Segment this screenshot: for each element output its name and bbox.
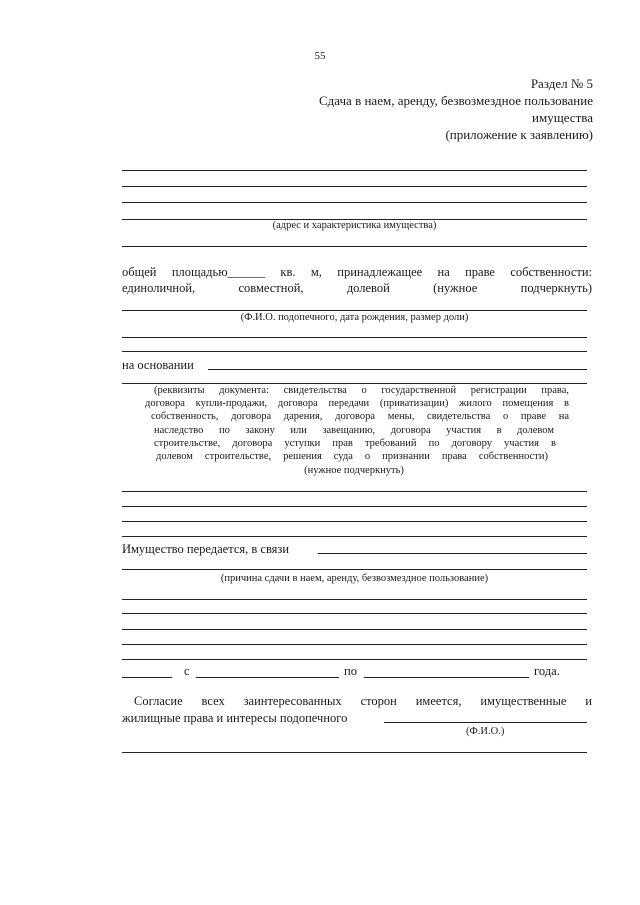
- page-number: 55: [314, 50, 326, 62]
- form-title-line-2: имущества: [532, 110, 593, 125]
- ownership-types: [122, 281, 592, 296]
- transfer-reason-field[interactable]: [318, 553, 587, 554]
- consent-fio-field[interactable]: [384, 722, 587, 723]
- basis-caption-line-5: строительстве, договора уступки прав требований по договору участия в: [154, 438, 556, 449]
- basis-caption-line-4: наследство по закону или завещанию, договора участия в долевом: [154, 425, 554, 436]
- ownership-note-1: (нужное: [433, 281, 478, 295]
- consent-line-2: жилищные права и интересы подопечного: [122, 711, 348, 725]
- basis-caption-line-3: собственность, договора дарения, договора мены, свидетельства о праве на: [151, 411, 569, 422]
- owner-line-2[interactable]: [122, 337, 587, 338]
- ownership-joint[interactable]: совместной,: [238, 281, 304, 295]
- period-prefix-field[interactable]: [122, 677, 172, 678]
- basis-caption-line-1: (реквизиты документа: свидетельства о государственной регистрации права,: [154, 385, 569, 396]
- basis-line-4[interactable]: [122, 506, 587, 507]
- ownership-note-2: подчеркнуть): [520, 281, 592, 295]
- period-to-field[interactable]: [364, 677, 529, 678]
- basis-caption-note: (нужное подчеркнуть): [304, 465, 404, 476]
- address-caption: (адрес и характеристика имущества): [272, 220, 437, 231]
- period-from-label: с: [184, 664, 190, 678]
- transfer-label: Имущество передается, в связи: [122, 542, 290, 556]
- period-to-label: по: [344, 664, 357, 678]
- ownership-shared[interactable]: долевой: [346, 281, 390, 295]
- owner-caption: (Ф.И.О. подопечного, дата рождения, размер доли): [240, 312, 469, 323]
- basis-label: на основании: [122, 358, 194, 372]
- transfer-line-2[interactable]: [122, 569, 587, 570]
- basis-caption-line-2: договора купли-продажи, договора передачи (приватизации) жилого помещения в: [145, 398, 569, 409]
- basis-field[interactable]: [208, 369, 587, 370]
- ownership-sole[interactable]: единоличной,: [122, 281, 196, 295]
- owner-line-3[interactable]: [122, 351, 587, 352]
- form-title-line-3: (приложение к заявлению): [445, 127, 593, 142]
- transfer-line-4[interactable]: [122, 613, 587, 614]
- section-title: Раздел № 5: [530, 76, 593, 91]
- period-from-field[interactable]: [196, 677, 339, 678]
- transfer-caption: (причина сдачи в наем, аренду, безвозмездное пользование): [220, 573, 489, 584]
- area-line: общей площадью______ кв. м, принадлежащее на праве собственности:: [122, 265, 592, 279]
- consent-line-3[interactable]: [122, 752, 587, 753]
- transfer-line-7[interactable]: [122, 659, 587, 660]
- basis-line-5[interactable]: [122, 521, 587, 522]
- basis-caption-line-6: долевом строительстве, решения суда о признании права собственности): [156, 451, 548, 462]
- owner-line[interactable]: [122, 310, 587, 311]
- fio-caption: (Ф.И.О.): [466, 726, 505, 737]
- address-line-5[interactable]: [122, 246, 587, 247]
- transfer-line-6[interactable]: [122, 644, 587, 645]
- period-suffix: года.: [534, 664, 560, 678]
- address-line-1[interactable]: [122, 170, 587, 171]
- address-line-2[interactable]: [122, 186, 587, 187]
- basis-line-2[interactable]: [122, 383, 587, 384]
- transfer-line-5[interactable]: [122, 629, 587, 630]
- basis-line-6[interactable]: [122, 536, 587, 537]
- form-title-line-1: Сдача в наем, аренду, безвозмездное пользование: [318, 93, 593, 108]
- transfer-line-3[interactable]: [122, 599, 587, 600]
- address-line-3[interactable]: [122, 202, 587, 203]
- basis-line-3[interactable]: [122, 491, 587, 492]
- consent-line-1: Согласие всех заинтересованных сторон имеется, имущественные и: [134, 694, 592, 708]
